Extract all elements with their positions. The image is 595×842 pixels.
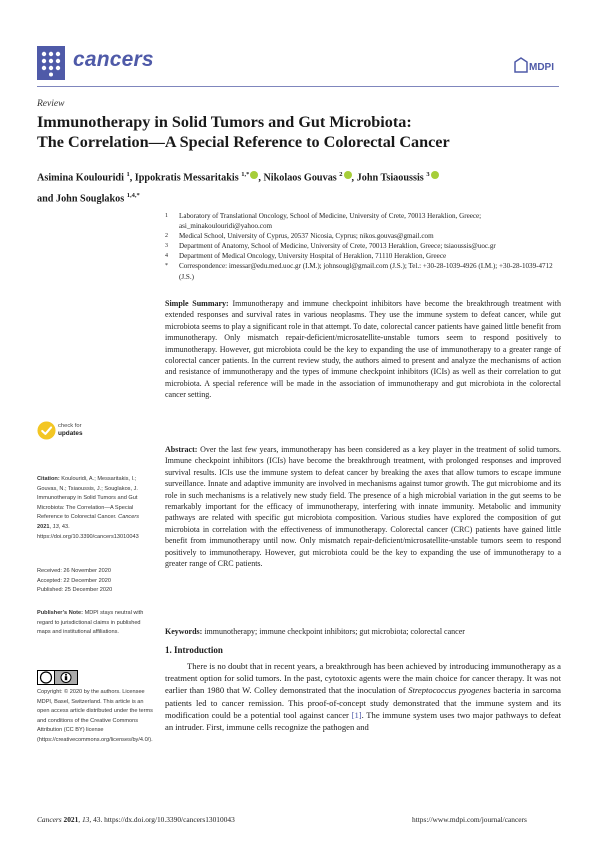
keywords-label: Keywords: [165,627,203,636]
author-list: Asimina Koulouridi $^1$, Ippokratis Messaritakis $^{1,*}$ , Nikolaos Gouvas $^2$ , John Tsiaoussis $^3$ and John Souglakos $^{1,4,*}$ [37,166,562,209]
author-name[interactable]: Nikolaos Gouvas [263,172,337,184]
author-affiliation-sup: 3 [426,171,430,178]
footer-citation: Cancers 2021, 13, 43. https://dx.doi.org/10.3390/cancers13010043 [37,815,235,824]
check-for-updates-button[interactable] [37,421,117,443]
mdpi-logo-icon [513,56,559,76]
journal-name: cancers [73,48,154,71]
reference-link[interactable]: [1] [351,709,362,720]
citation-text: Koulouridi, A.; Messaritakis, I.; Gouvas, N.; Tsiaoussis, J.; Souglakos, J. Immunotherapy in Solid Tumors and Gut Microbiota: The Correlation—A Special Reference to Colorectal Cancer. [37,476,138,521]
publication-dates [37,567,153,596]
affiliation-number: 3 [165,243,168,250]
affiliation-text: Medical School, University of Cyprus, 20537 Nicosia, Cyprus; nikos.gouvas@gmail.com [179,232,434,241]
affiliation-item [165,251,563,261]
accepted-date: Accepted: 22 December 2020 [37,577,112,584]
abstract-label: Abstract: [165,445,198,454]
citation-volume: 13 [52,523,59,530]
simple-summary-text: Immunotherapy and immune checkpoint inhibitors have become the breakthrough treatment with extended responses and survival rates in various neoplasms. They use the immune system to defeat cancer, while gut microbiota seems to play a significant role in that attempt. To date, colorectal cancer patients have gained little benefit from immunotherapy. Only mismatch repair-deficient/microsatellite-unstable tumors seem to respond positively to immunotherapy. However, gut microbiota could be the key to expanding the use of immunotherapy to a greater range of colorectal cancer patients. In the current review study, the authors aimed to present and analyze the mechanisms of action and resistance of immunotherapy and the types of immune checkpoint inhibitors (ICIs) as well as their correlation to gut microbiota. A special reference will be made in the association of immunotherapy and gut microbiota in the colorectal cancer setting. [165,299,562,400]
keywords [165,626,561,637]
author-affiliation-sup: 1,4,* [126,192,140,200]
affiliation-item [165,211,563,231]
author-name[interactable]: Ippokratis Messaritakis [134,172,239,184]
author-affiliation-sup: 1 [126,171,130,178]
correspondence-text: Correspondence: imessar@edu.med.uoc.gr (I.M.); johnsougl@gmail.com (J.S.); Tel.: +30-28-1039-4926 (I.M.); +30-28-1039-4712 (J.S.) [179,262,553,281]
updates-text: updates [58,430,83,437]
title-line: The Correlation—A Special Reference to Colorectal Cancer [37,133,450,151]
intro-text: . The immune system uses two major pathways to defeat an intruder. First, immune cells recognize the pathogen and [165,709,561,733]
affiliation-item [165,231,563,241]
publisher-name: MDPI [529,62,554,73]
orcid-icon[interactable] [344,171,352,179]
abstract-text: Over the last few years, immunotherapy has been considered as a key player in the treatment of solid tumors. Immune checkpoint inhibitors (ICIs) have become the breakthrough treatment, with prolonged responses and improved survival results. ICIs use the immune system to defeat cancer by breaking the axes that allow tumors to escape immune surveillance. Innate and adaptive immunity are involved in mechanisms against tumor growth. The gut microbiome and its role in such mechanisms is a relatively new study field. The presence of a high microbial variation in the gut seems to be remarkably important for the efficacy of immunotherapy, interfering with innate immunity. Metabolic and immunity pathways are related with specific gut microbiota composition. Various studies have explored the composition of gut microbiota in correlation with the effectiveness of immunotherapy. Colorectal cancer (CRC) patients have gained little benefit from immunotherapy until now. Only mismatch repair-deficient/microsatellite-unstable tumors seem to respond positively to immunotherapy. However, gut microbiota could be the key to expanding the use of immunotherapy to a greater range of CRC patients. [165,445,561,569]
creative-commons-badge-icon[interactable] [37,670,78,685]
author-affiliation-sup: 1,* [241,171,250,178]
footer-volume: 13 [81,815,90,824]
orcid-icon[interactable] [431,171,439,179]
simple-summary [165,298,561,401]
author-name[interactable]: John Souglakos [55,193,125,205]
affiliation-number: 4 [165,253,168,260]
check-updates-icon [37,421,56,440]
citation-journal: Cancers [118,514,140,521]
footer-doi[interactable]: , 43. https://dx.doi.org/10.3390/cancers13010043 [89,815,235,824]
footer-journal: Cancers [37,815,62,824]
footer-journal-url[interactable]: https://www.mdpi.com/journal/cancers [412,815,527,824]
cancers-journal-logo-icon [37,46,65,80]
affiliation-number: * [165,263,168,270]
article-type: Review [37,99,65,109]
affiliation-text: Laboratory of Translational Oncology, School of Medicine, University of Crete, 70013 Heraklion, Greece; asi_minakoulouridi@yahoo.com [179,212,482,231]
introduction-paragraph [165,660,561,733]
citation-block: Citation: Koulouridi, A.; Messaritakis, I.; Gouvas, N.; Tsiaoussis, J.; Souglakos, J. Immunotherapy in Solid Tumors and Gut Microbiota: The Correlation—A Special Reference to Colorectal Cancer. Cancers 2021, 13, 43. https://doi.org/10.3390/cancers13010043 [37,476,140,540]
check-for-text: check for [58,423,82,429]
citation-label: Citation: [37,476,60,482]
section-heading-introduction: 1. Introduction [165,645,223,655]
orcid-icon[interactable] [250,171,258,179]
citation-doi[interactable]: , 43. https://doi.org/10.3390/cancers13010043 [37,523,139,540]
license-block: Copyright: © 2020 by the authors. Licensee MDPI, Basel, Switzerland. This article is an open access article distributed under the terms and conditions of the Creative Commons Attribution (CC BY) license (https://creativecommons.org/licenses/by/4.0/). [37,689,153,743]
article-title [37,112,562,152]
species-name: Streptococcus pyogenes [408,685,491,696]
publisher-note-label: Publisher’s Note: [37,610,84,616]
published-date: Published: 25 December 2020 [37,587,113,594]
header-divider [37,86,559,87]
abstract [165,444,561,569]
affiliation-item [165,261,563,281]
affiliation-text: Department of Anatomy, School of Medicine, University of Crete, 70013 Heraklion, Greece; tsiaoussis@uoc.gr [179,242,496,251]
keywords-text: immunotherapy; immune checkpoint inhibitors; gut microbiota; colorectal cancer [204,627,465,636]
author-name[interactable]: John Tsiaoussis [356,172,424,184]
title-line: Immunotherapy in Solid Tumors and Gut Microbiota: [37,113,412,131]
affiliation-item [165,241,563,251]
citation-year: 2021 [37,523,50,530]
footer-year: 2021 [63,815,79,824]
affiliations [165,211,563,282]
affiliation-text: Department of Medical Oncology, University Hospital of Heraklion, 71110 Heraklion, Greece [179,252,447,261]
received-date: Received: 26 November 2020 [37,568,112,574]
simple-summary-label: Simple Summary: [165,299,229,308]
author-affiliation-sup: 2 [339,171,343,178]
intro-text: There is no doubt that in recent years, a breakthrough has been achieved by introducing immunotherapy as a treatment option for solid tumors. In the past, cytotoxic agents were the main choice for cancer therapy. It was not earlier than 1980 that W. Colley demonstrated that the inoculation of [165,661,561,696]
affiliation-number: 2 [165,233,168,240]
publisher-note [37,609,153,638]
affiliation-number: 1 [165,213,168,219]
publisher-note-text: MDPI stays neutral with regard to jurisdictional claims in published maps and institutional affiliations. [37,610,144,636]
intro-text: bacteria in sarcoma patients led to cancer remission. This proof-of-concept study demonstrated that the immune system and its modification could be a potential tool against cancer [165,685,561,720]
author-name[interactable]: Asimina Koulouridi [37,172,124,184]
